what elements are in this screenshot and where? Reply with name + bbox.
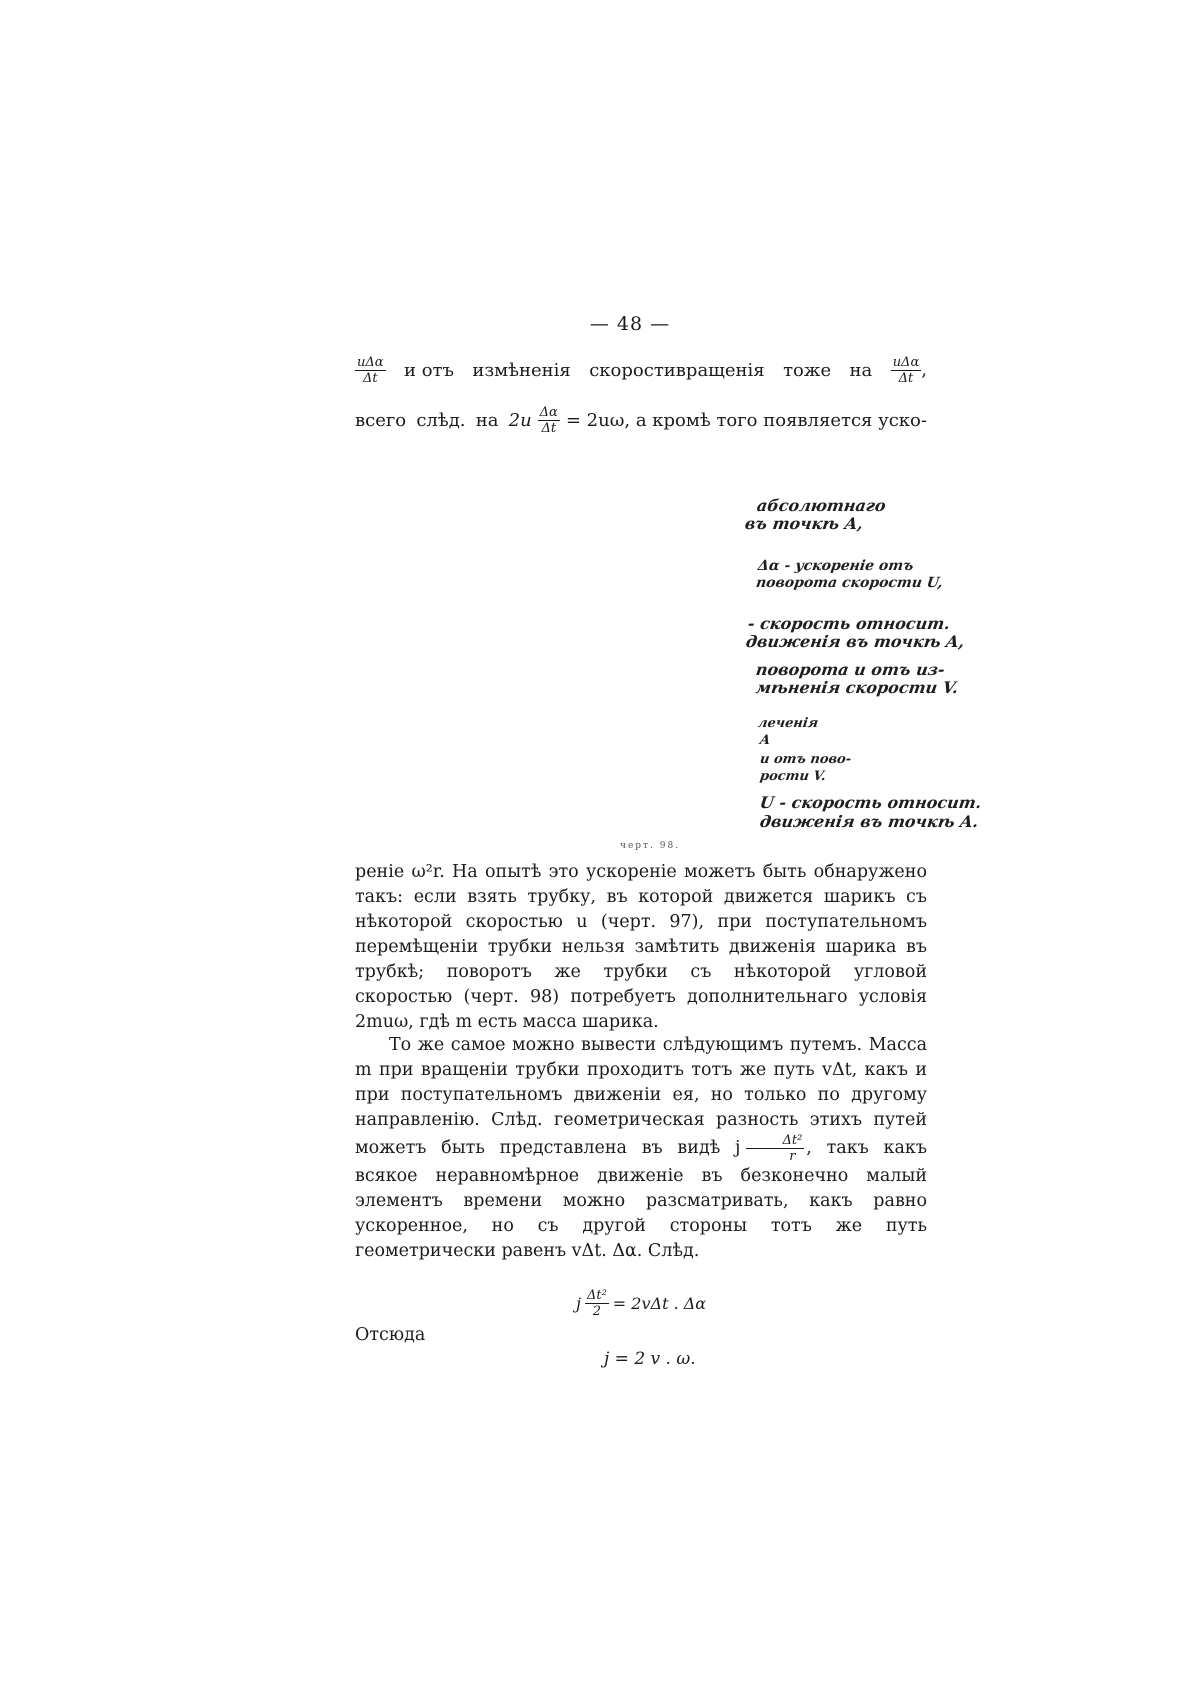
paragraph-2: То же самое можно вывести слѣдующимъ путемъ. Масса m при вращеніи трубки проходитъ тотъ же путь vΔt, какъ и при поступательномъ движеніи ея, но только по другому направленію. Слѣд. геометрическая разность этихъ путей можетъ быть представлена въ видѣ j $\frac{\text{Δt²}}{r}$ , такъ какъ всякое неравномѣрное движеніе въ безконечно малый элементъ времени можно разсматривать, какъ равно ускоренное, но съ другой стороны тотъ же путь геометрически равенъ vΔt. Δα. Слѣд. — [355, 1035, 927, 1261]
fraction-dt2-r: $\frac{\text{Δt²}}{r}$ — [746, 1133, 804, 1164]
equation-inline: 2u $\frac{\Delta\alpha}{\Delta t}$ = 2uω, а кромѣ того появляется уско- — [508, 405, 927, 436]
handwritten-note: движенія въ точкѣ A, — [744, 632, 966, 651]
handwritten-note: рости V. — [758, 769, 827, 784]
handwritten-note: A — [758, 733, 772, 748]
equation-2: j = 2 v . ω. — [604, 1349, 696, 1369]
handwritten-note: поворота скорости U, — [754, 575, 944, 591]
handwritten-note: Δα - ускореніе отъ — [756, 558, 915, 574]
handwritten-note: и отъ пово- — [758, 752, 853, 767]
fraction-dt2-2: $\frac{\text{Δt²}}{2}$ — [586, 1288, 607, 1319]
text-line-2: всего слѣд. на 2u $\frac{\Delta\alpha}{\Delta t}$ = 2uω, а кромѣ того появляется уско- — [355, 405, 927, 436]
fraction-right-wrap: $\frac{\text{uΔα}}{\Delta t}$ , — [892, 355, 927, 386]
handwritten-note: въ точкѣ A, — [743, 514, 865, 533]
handwritten-note: абсолютнаго — [755, 496, 888, 515]
text-line-1: $\frac{\text{uΔα}}{\Delta t}$ и отъ измѣненія скоростивращенія тоже на $\frac{\text{uΔα}}{\Delta t}$ , — [357, 355, 927, 386]
handwritten-note: U - скорость относит. — [758, 793, 983, 812]
fraction-right: $\frac{\text{uΔα}}{\Delta t}$ — [892, 355, 920, 386]
equation-1: j $\frac{\text{Δt²}}{2}$ = 2vΔt . Δα — [576, 1288, 707, 1319]
handwritten-note: движенія въ точкѣ A. — [758, 812, 980, 831]
text-otsyuda: Отсюда — [355, 1325, 426, 1345]
handwritten-note: леченія — [756, 716, 820, 731]
figure-caption: черт. 98. — [620, 841, 681, 851]
handwritten-note: - скорость относит. — [746, 614, 952, 633]
handwritten-note: поворота и отъ из- — [754, 660, 947, 679]
fraction-left: $\frac{\text{uΔα}}{\Delta t}$ — [357, 355, 384, 386]
fraction-da-dt: $\frac{\Delta\alpha}{\Delta t}$ — [539, 405, 558, 436]
page-number: — 48 — — [589, 313, 671, 335]
paragraph-1: реніе ω²r. На опытѣ это ускореніе можетъ быть обнаружено такъ: если взять трубку, въ которой движется шарикъ съ нѣкоторой скоростью u (черт. 97), при поступательномъ перемѣщеніи трубки нельзя замѣтить движенія шарика въ трубкѣ; поворотъ же трубки съ нѣкоторой угловой скоростью (черт. 98) потребуетъ дополнительнаго условія 2muω, гдѣ m есть масса шарика. — [355, 862, 927, 1032]
handwritten-note: мѣненія скорости V. — [754, 678, 960, 697]
